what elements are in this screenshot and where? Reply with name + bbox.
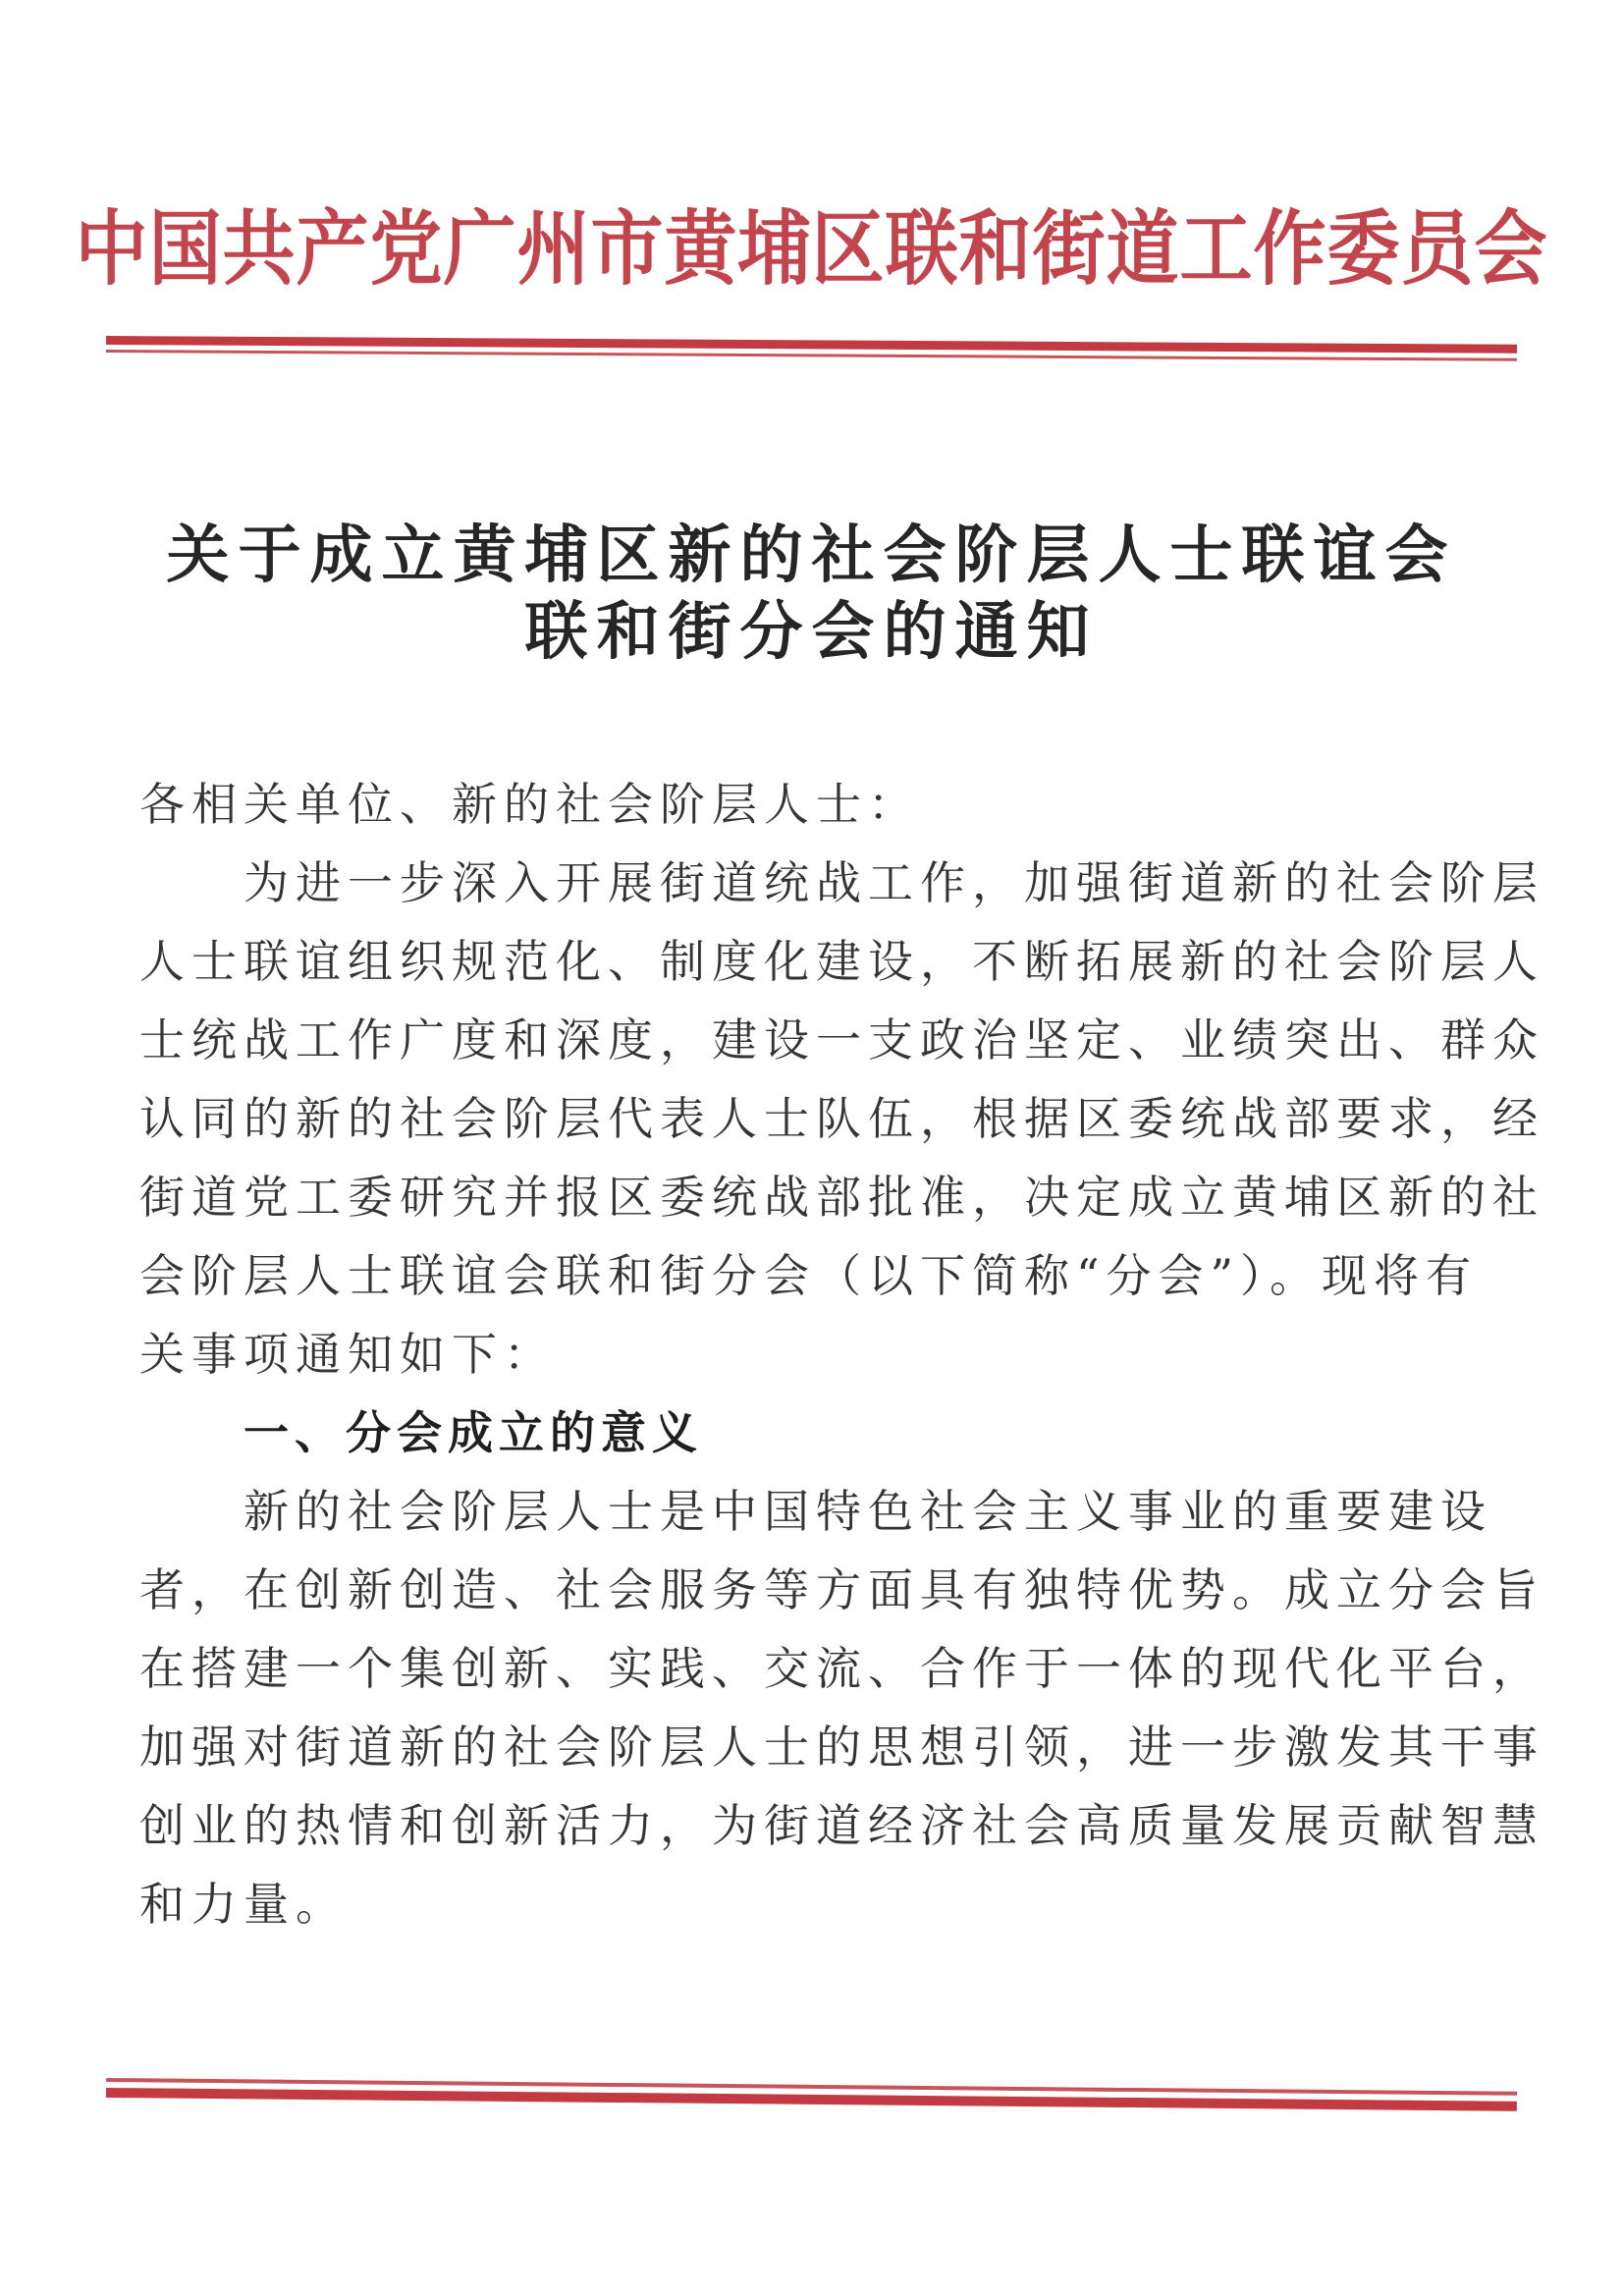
document-body <box>139 765 1544 1943</box>
section-1-heading: 一、分会成立的意义 <box>243 1406 703 1459</box>
body-text-line: 人士联谊组织规范化、制度化建设，不断拓展新的社会阶层人 <box>139 935 1544 988</box>
top-double-rule <box>106 336 1517 361</box>
document-title <box>0 518 1623 671</box>
letterhead-org-title-text: 中国共产党广州市黄埔区联和街道工作委员会 <box>75 201 1548 297</box>
bottom-double-rule <box>106 2078 1517 2111</box>
body-text-line: 认同的新的社会阶层代表人士队伍，根据区委统战部要求，经 <box>139 1092 1544 1145</box>
document-title-line-1: 关于成立黄埔区新的社会阶层人士联谊会 <box>166 519 1457 592</box>
body-text-line: 者，在创新创造、社会服务等方面具有独特优势。成立分会旨 <box>139 1563 1544 1616</box>
salutation-line: 各相关单位、新的社会阶层人士： <box>139 778 920 831</box>
body-text-line: 为进一步深入开展街道统战工作，加强街道新的社会阶层 <box>243 856 1544 909</box>
body-text-line: 关事项通知如下： <box>139 1328 556 1381</box>
body-text-line: 和力量。 <box>139 1878 348 1931</box>
body-text-line: 创业的热情和创新活力，为街道经济社会高质量发展贡献智慧 <box>139 1799 1544 1852</box>
body-text-line: 街道党工委研究并报区委统战部批准，决定成立黄埔区新的社 <box>139 1171 1544 1224</box>
body-text-line: 加强对街道新的社会阶层人士的思想引领，进一步激发其干事 <box>139 1721 1544 1774</box>
body-text-line: 会阶层人士联谊会联和街分会（以下简称“分会”）。现将有 <box>139 1249 1479 1302</box>
body-text-line: 在搭建一个集创新、实践、交流、合作于一体的现代化平台， <box>139 1642 1544 1695</box>
body-text-line: 士统战工作广度和深度，建设一支政治坚定、业绩突出、群众 <box>139 1013 1544 1066</box>
document-title-line-2: 联和街分会的通知 <box>524 595 1099 669</box>
body-text-line: 新的社会阶层人士是中国特色社会主义事业的重要建设 <box>243 1485 1492 1538</box>
letterhead-org-title <box>0 0 1623 306</box>
